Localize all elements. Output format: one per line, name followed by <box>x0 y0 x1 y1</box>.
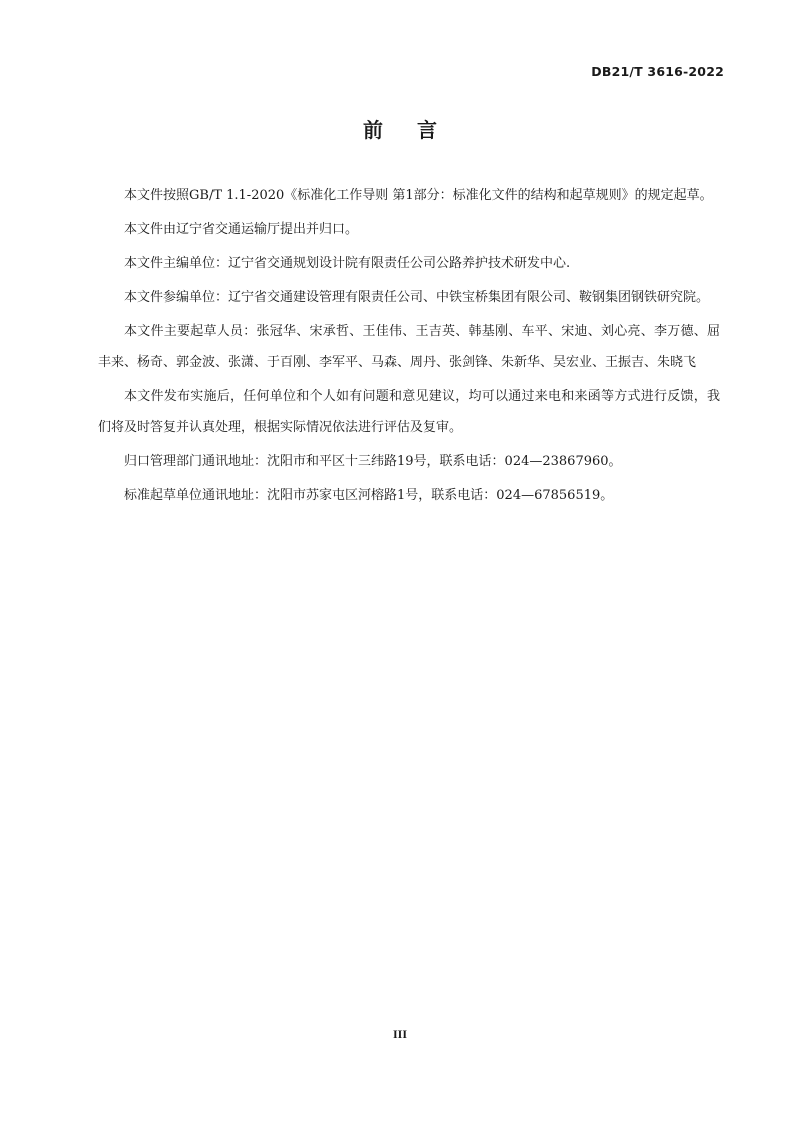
paragraph-drafting-rules: 本文件按照GB/T 1.1-2020《标准化工作导则 第1部分：标准化文件的结构和起草规则》的规定起草。 <box>124 188 713 203</box>
paragraph-lead-unit: 本文件主编单位：辽宁省交通规划设计院有限责任公司公路养护技术研发中心. <box>124 256 571 271</box>
page-title: 前言 <box>363 118 471 142</box>
paragraph-participating-units: 本文件参编单位：辽宁省交通建设管理有限责任公司、中铁宝桥集团有限公司、鞍钢集团钢铁研究院。 <box>124 290 710 305</box>
paragraph-proposer: 本文件由辽宁省交通运输厅提出并归口。 <box>124 222 359 237</box>
document-code: DB21/T 3616-2022 <box>591 64 724 79</box>
foreword-body <box>98 187 720 521</box>
paragraph-drafter-address: 标准起草单位通讯地址：沈阳市苏家屯区河榕路1号，联系电话：024—67856519。 <box>124 488 614 503</box>
paragraph-feedback: 本文件发布实施后，任何单位和个人如有问题和意见建议，均可以通过来电和来函等方式进行反馈，我们将及时答复并认真处理，根据实际情况依法进行评估及复审。 <box>98 389 720 435</box>
paragraph-drafters: 本文件主要起草人员：张冠华、宋承哲、王佳伟、王吉英、韩基刚、车平、宋迪、刘心亮、李万德、屈丰来、杨奇、郭金波、张潇、于百刚、李军平、马森、周丹、张剑锋、朱新华、吴宏业、王振吉、朱晓飞 <box>98 324 720 370</box>
page-number: III <box>392 1027 407 1041</box>
paragraph-admin-address: 归口管理部门通讯地址：沈阳市和平区十三纬路19号，联系电话：024—23867960。 <box>124 454 622 469</box>
